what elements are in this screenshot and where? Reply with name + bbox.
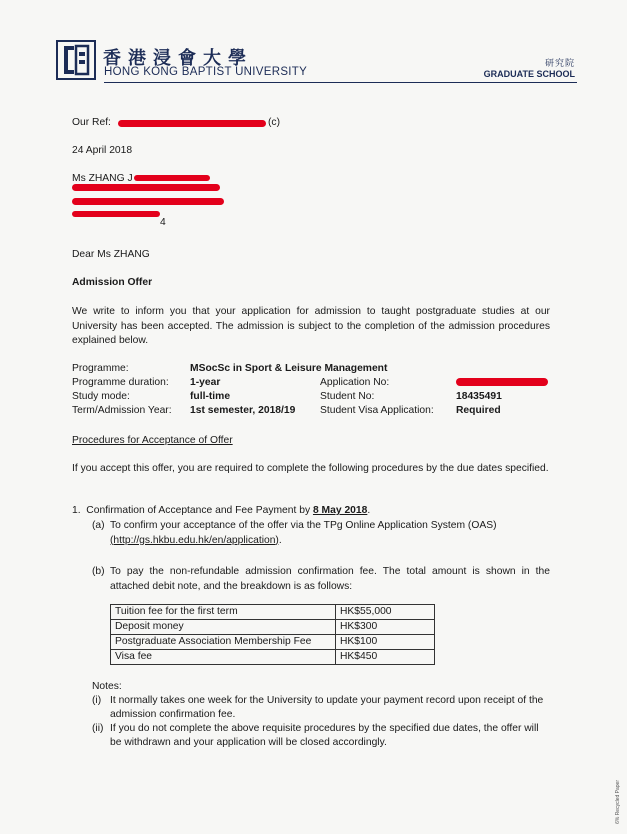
note-2-label: (ii) <box>92 723 104 734</box>
graduate-school-english: GRADUATE SCHOOL <box>483 69 575 79</box>
student-no-value: 18435491 <box>456 391 502 402</box>
fee-item: Tuition fee for the first term <box>111 605 336 620</box>
reference-suffix: (c) <box>268 117 281 128</box>
duration-label: Programme duration: <box>72 377 169 388</box>
fee-row <box>111 605 435 620</box>
term-value: 1st semester, 2018/19 <box>190 405 296 416</box>
item-b-text: To pay the non-refundable admission confirmation fee. The total amount is shown in the attached debit note, and the breakdown is as follows: <box>110 566 550 592</box>
notes-heading: Notes: <box>92 681 122 692</box>
item-a-text <box>110 519 550 548</box>
address-line-tail: 4 <box>160 217 166 228</box>
salutation: Dear Ms ZHANG <box>72 249 150 260</box>
term-label: Term/Admission Year: <box>72 405 172 416</box>
fee-item: Postgraduate Association Membership Fee <box>111 635 336 650</box>
redaction-mark <box>118 120 266 127</box>
fee-amount: HK$55,000 <box>336 605 435 620</box>
fee-amount: HK$100 <box>336 635 435 650</box>
fee-row <box>111 650 435 665</box>
item-a-description: To confirm your acceptance of the offer via the TPg Online Application System (OAS) <box>110 520 497 531</box>
item-a-end: . <box>278 534 282 546</box>
student-no-label: Student No: <box>320 391 375 402</box>
redaction-mark <box>456 378 548 386</box>
header-divider <box>104 82 577 83</box>
procedures-heading: Procedures for Acceptance of Offer <box>72 435 233 446</box>
hkbu-logo-icon <box>56 40 96 80</box>
fee-item: Visa fee <box>111 650 336 665</box>
fee-item: Deposit money <box>111 620 336 635</box>
reference-label: Our Ref: <box>72 117 111 128</box>
item-b-label: (b) <box>92 566 105 577</box>
letter-date: 24 April 2018 <box>72 145 133 156</box>
fee-breakdown-table <box>110 604 435 665</box>
redaction-mark <box>134 175 210 181</box>
item-a-label: (a) <box>92 520 105 531</box>
intro-paragraph: We write to inform you that your application for admission to taught postgraduate studies at our University has been accepted. The admission is subject to the completion of the admission procedures explained below. <box>72 306 550 346</box>
procedure-item-1-text: 1. Confirmation of Acceptance and Fee Payment by <box>72 505 313 516</box>
graduate-school-chinese: 研究院 <box>544 59 575 69</box>
recycled-paper-note: 6% Recycled Paper <box>615 780 621 824</box>
note-1-text: It normally takes one week for the University to update your payment record upon receipt of the admission confirmation fee. <box>110 695 544 720</box>
university-name-chinese: 香港浸會大學 <box>103 48 253 69</box>
redaction-mark <box>72 184 220 191</box>
application-no-label: Application No: <box>320 377 390 388</box>
fee-row <box>111 620 435 635</box>
redaction-mark <box>72 198 224 205</box>
study-mode-value: full-time <box>190 391 231 402</box>
payment-due-date: 8 May 2018 <box>312 505 368 516</box>
programme-label: Programme: <box>72 363 129 374</box>
note-1-label: (i) <box>92 695 102 706</box>
oas-link[interactable]: (http://gs.hkbu.edu.hk/en/application) <box>110 534 279 546</box>
procedure-item-1 <box>72 504 370 518</box>
procedures-intro: If you accept this offer, you are required to complete the following procedures by the due dates specified. <box>72 463 549 474</box>
fee-amount: HK$300 <box>336 620 435 635</box>
letter-subject: Admission Offer <box>72 277 153 288</box>
university-name-english: HONG KONG BAPTIST UNIVERSITY <box>104 66 308 78</box>
study-mode-label: Study mode: <box>72 391 130 402</box>
fee-amount: HK$450 <box>336 650 435 665</box>
redaction-mark <box>72 211 160 217</box>
procedure-item-1-end: . <box>367 505 371 516</box>
fee-row <box>111 635 435 650</box>
addressee-name: Ms ZHANG J <box>72 173 133 184</box>
visa-value: Required <box>456 405 501 416</box>
duration-value: 1-year <box>190 377 221 388</box>
note-2-text: If you do not complete the above requisite procedures by the specified due dates, the offer will be withdrawn and your application will be closed accordingly. <box>110 723 539 748</box>
visa-label: Student Visa Application: <box>320 405 434 416</box>
programme-value: MSocSc in Sport & Leisure Management <box>190 363 388 374</box>
